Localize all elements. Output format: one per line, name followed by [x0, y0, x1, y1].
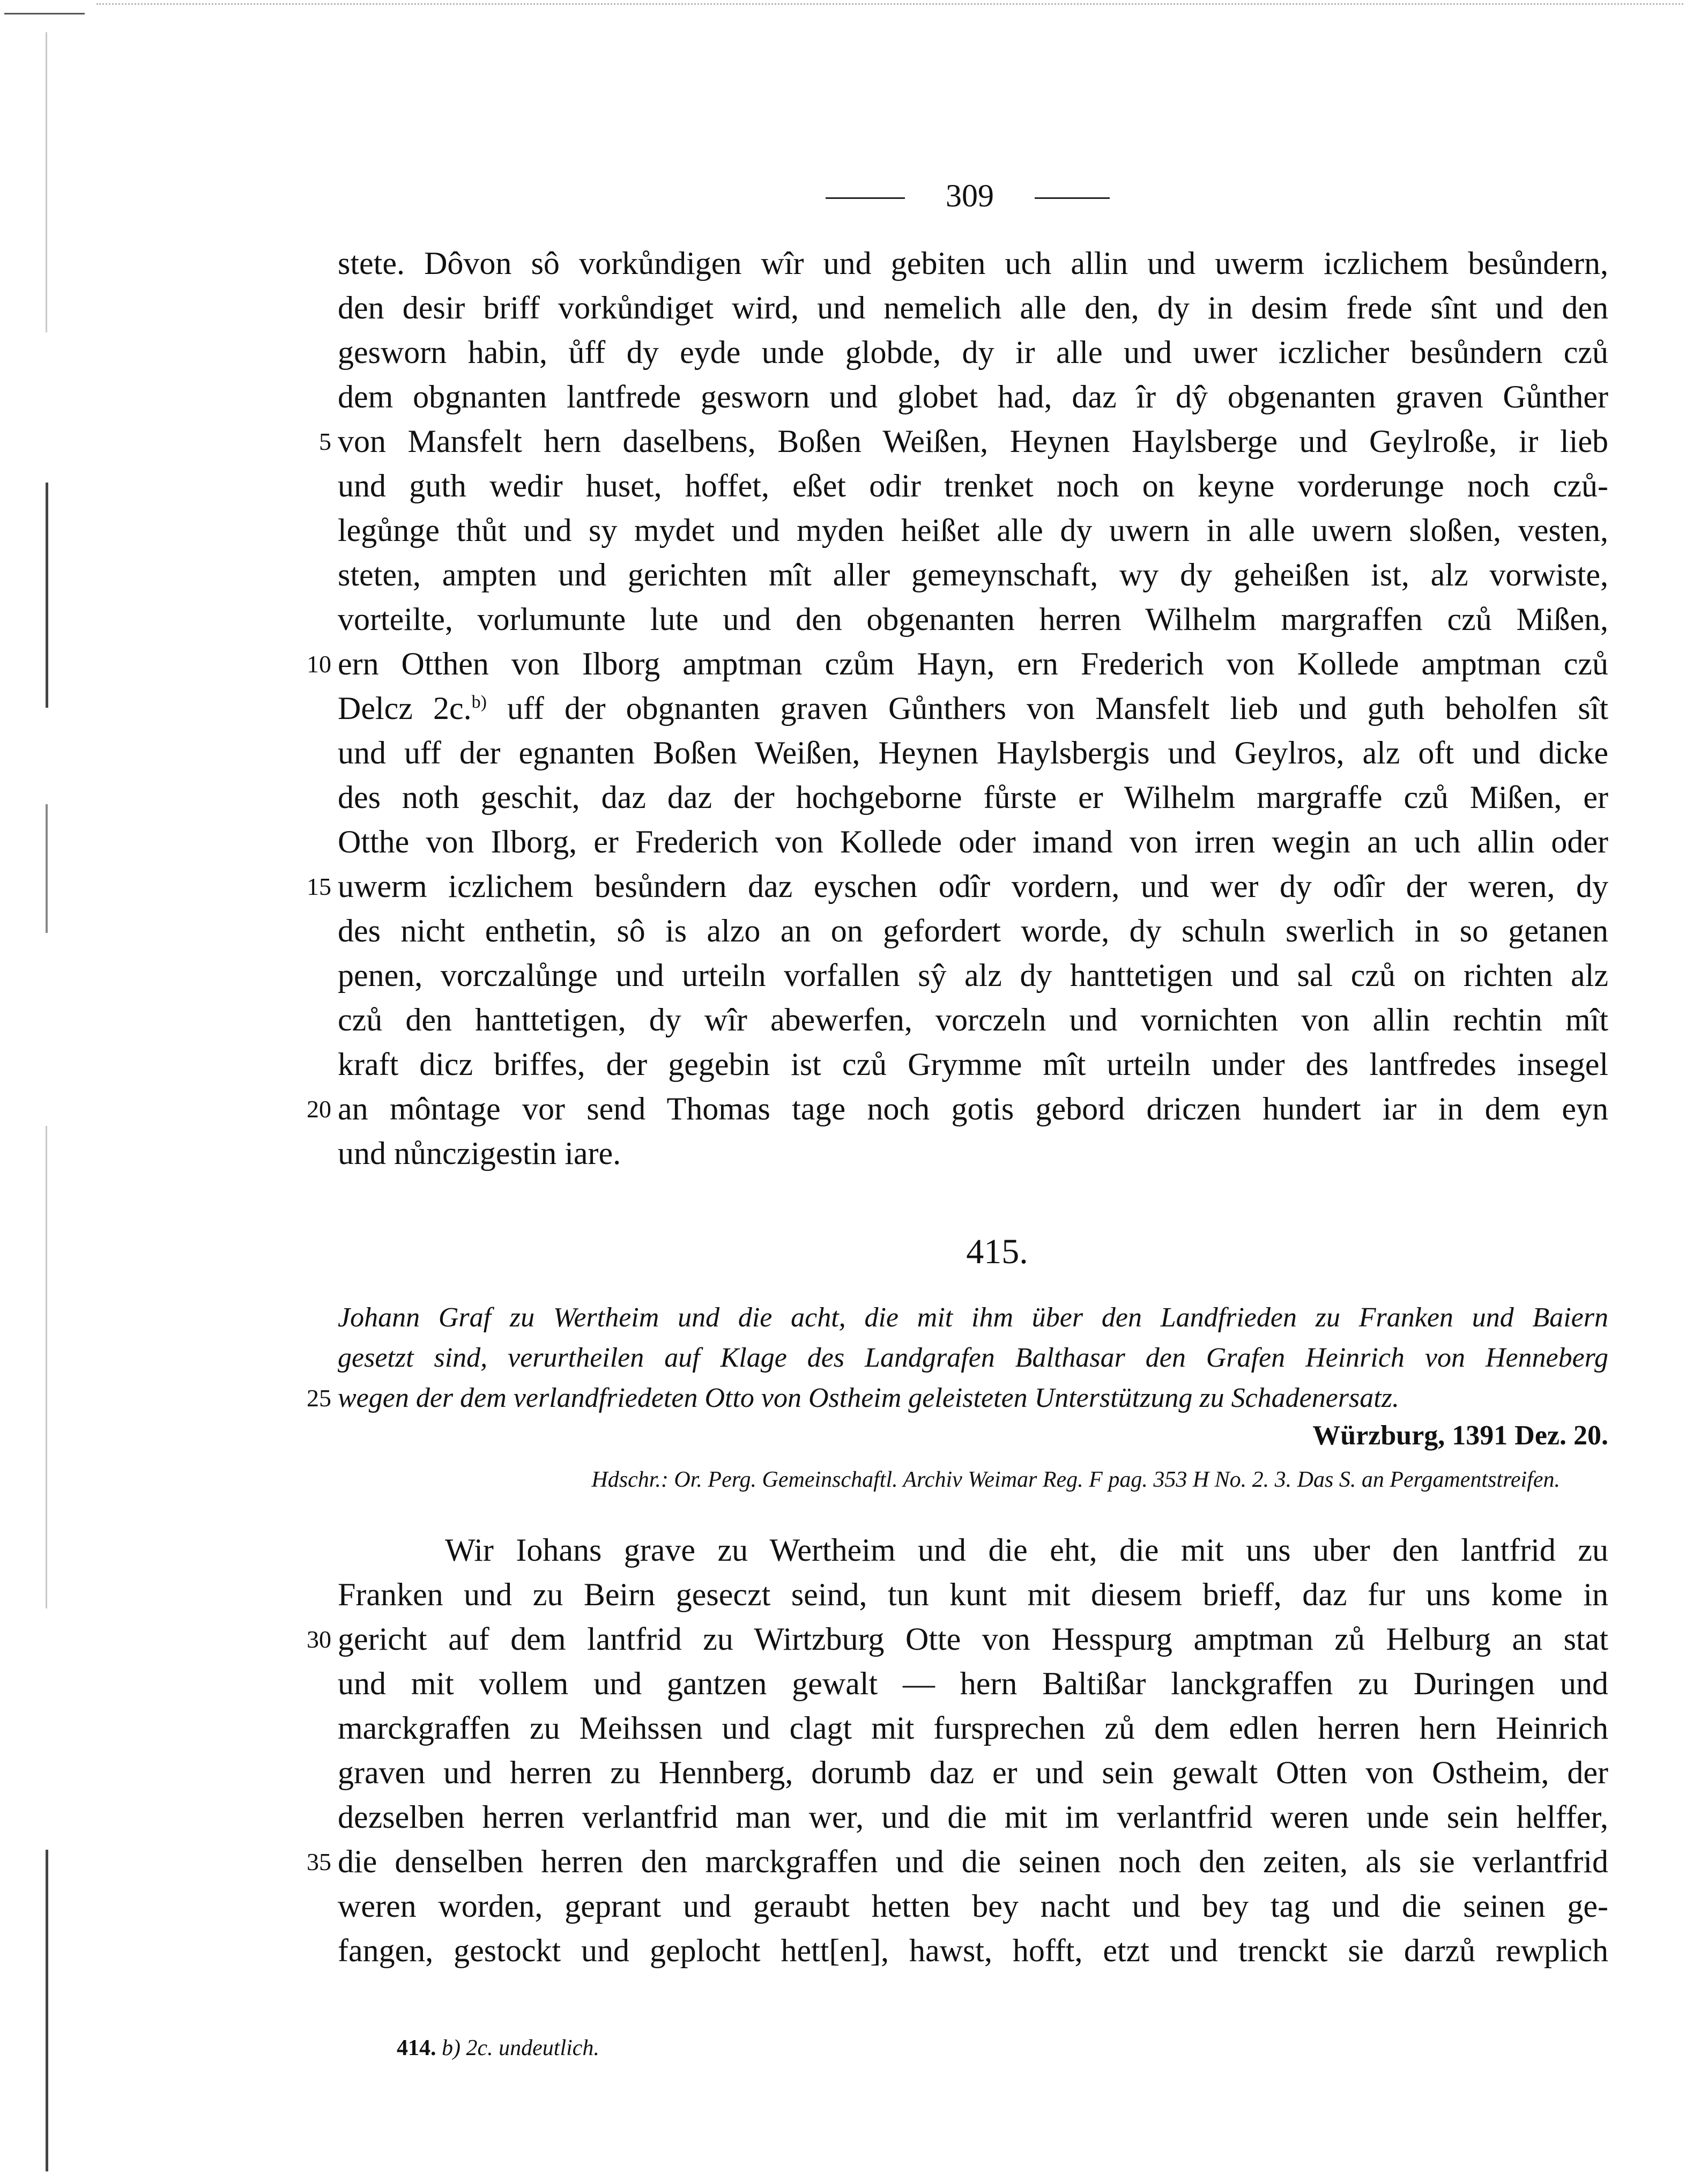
text-line: Wir Iohans grave zu Wertheim und die eht, die mit uns uber den lantfrid zu: [445, 1532, 1608, 1568]
regest: [338, 1297, 1608, 1418]
text-line: [338, 686, 1608, 731]
scan-edge-left: [46, 804, 48, 933]
place-date: Würzburg, 1391 Dez. 20.: [1312, 1420, 1608, 1451]
page-number: 309: [946, 178, 994, 213]
scan-edge-left: [46, 1850, 48, 2171]
footnote-text: b) 2c. undeutlich.: [436, 2036, 599, 2060]
text-line: dem obgnanten lantfrede gesworn und globet had, daz îr dŷ obgenanten graven Gůnther: [338, 379, 1608, 414]
scan-edge-top: [96, 3, 1683, 5]
document-number: 415.: [966, 1232, 1028, 1271]
text-line: penen, vorczalůnge und urteiln vorfallen sŷ alz dy hanttetigen und sal czů on richten alz: [338, 958, 1608, 993]
text-line: die denselben herren den marckgraffen und die seinen noch den zeiten, als sie verlantfrid: [338, 1844, 1608, 1879]
margin-line-number: 5: [319, 428, 331, 455]
scan-edge-left: [46, 1126, 47, 1608]
text-line: des noth geschit, daz daz der hochgeborne fůrste er Wilhelm margraffe czů Mißen, er: [338, 780, 1608, 815]
running-header: [826, 177, 1110, 214]
text-line: stete. Dôvon sô vorkůndigen wîr und gebiten uch allin und uwerm iczlichem besůndern,: [338, 246, 1608, 281]
margin-line-number: 10: [307, 650, 331, 678]
text-line: gesworn habin, ůff dy eyde unde globde, dy ir alle und uwer iczlicher besůndern czů: [338, 335, 1608, 370]
regest-line: gesetzt sind, verurtheilen auf Klage des Landgrafen Balthasar den Grafen Heinrich von Henneberg: [338, 1343, 1608, 1373]
scan-edge-mark: [4, 13, 85, 14]
footnote-doc-number: 414.: [397, 2036, 436, 2060]
text-line: vorteilte, vorlumunte lute und den obgenanten herren Wilhelm margraffen czů Mißen,: [338, 602, 1608, 637]
margin-line-number: 25: [307, 1384, 331, 1412]
text-line: und nůnczigestin iare.: [338, 1136, 621, 1171]
text-line: steten, ampten und gerichten mît aller gemeynschaft, wy dy geheißen ist, alz vorwiste,: [338, 557, 1608, 592]
text-line: kraft dicz briffes, der gegebin ist czů Grymme mît urteiln under des lantfredes insegel: [338, 1047, 1608, 1082]
text-line: Otthe von Ilborg, er Frederich von Kollede oder imand von irren wegin an uch allin oder: [338, 824, 1608, 859]
footnote-marker: b): [471, 692, 487, 712]
text-line: von Mansfelt hern daselbens, Boßen Weißen, Heynen Haylsberge und Geylroße, ir lieb: [338, 424, 1608, 459]
header-rule: [1035, 197, 1110, 199]
source-note: Hdschr.: Or. Perg. Gemeinschaftl. Archiv Weimar Reg. F pag. 353 H No. 2. 3. Das S. an Pergamentstreifen.: [591, 1467, 1560, 1492]
text-line: marckgraffen zu Meihssen und clagt mit fursprechen zů dem edlen herren hern Heinrich: [338, 1710, 1608, 1746]
text-line: Franken und zu Beirn geseczt seind, tun kunt mit diesem brieff, daz fur uns kome in: [338, 1577, 1608, 1612]
margin-line-number: 30: [307, 1626, 331, 1653]
text-line: den desir briff vorkůndiget wird, und nemelich alle den, dy in desim frede sînt und den: [338, 290, 1608, 325]
text-line: und uff der egnanten Boßen Weißen, Heynen Haylsbergis und Geylros, alz oft und dicke: [338, 735, 1608, 770]
margin-line-number: 35: [307, 1848, 331, 1875]
scan-edge-left: [46, 483, 48, 708]
text-line: weren worden, geprant und geraubt hetten bey nacht und bey tag und die seinen ge-: [338, 1888, 1608, 1924]
text-fragment: Delcz 2c.: [338, 691, 472, 726]
text-line: an môntage vor send Thomas tage noch gotis gebord driczen hundert iar in dem eyn: [338, 1091, 1608, 1126]
text-line: uwerm iczlichem besůndern daz eyschen odîr vordern, und wer dy odîr der weren, dy: [338, 869, 1608, 904]
text-fragment: uff der obgnanten graven Gůnthers von Mansfelt lieb und guth beholfen sît: [486, 691, 1608, 726]
text-line: dezselben herren verlantfrid man wer, und die mit im verlantfrid weren unde sein helffer,: [338, 1799, 1608, 1835]
text-line: gericht auf dem lantfrid zu Wirtzburg Otte von Hesspurg amptman zů Helburg an stat: [338, 1621, 1608, 1657]
doc-414-text: [338, 241, 1608, 1176]
text-line: und mit vollem und gantzen gewalt — hern Baltißar lanckgraffen zu Duringen und: [338, 1666, 1608, 1701]
text-line: des nicht enthetin, sô is alzo an on gefordert worde, dy schuln swerlich in so getanen: [338, 913, 1608, 948]
header-rule: [826, 197, 905, 199]
doc-415-text: [338, 1528, 1608, 1973]
scan-edge-left: [46, 32, 47, 332]
text-line: fangen, gestockt und geplocht hett[en], hawst, hofft, etzt und trenckt sie darzů rewplich: [338, 1933, 1608, 1968]
regest-line: wegen der dem verlandfriedeten Otto von Ostheim geleisteten Unterstützung zu Schadenersatz.: [338, 1383, 1399, 1413]
text-line: ern Otthen von Ilborg amptman czům Hayn, ern Frederich von Kollede amptman czů: [338, 646, 1608, 681]
text-line: czů den hanttetigen, dy wîr abewerfen, vorczeln und vornichten von allin rechtin mît: [338, 1002, 1608, 1037]
regest-line: Johann Graf zu Wertheim und die acht, die mit ihm über den Landfrieden zu Franken und Baiern: [338, 1302, 1608, 1333]
text-line: graven und herren zu Hennberg, dorumb daz er und sein gewalt Otten von Ostheim, der: [338, 1755, 1608, 1790]
text-line: und guth wedir huset, hoffet, eßet odir trenket noch on keyne vorderunge noch czů-: [338, 468, 1608, 503]
margin-line-number: 15: [307, 873, 331, 900]
footnote: [397, 2032, 599, 2064]
margin-line-number: 20: [307, 1095, 331, 1123]
text-line: legůnge thůt und sy mydet und myden heißet alle dy uwern in alle uwern sloßen, vesten,: [338, 513, 1608, 548]
